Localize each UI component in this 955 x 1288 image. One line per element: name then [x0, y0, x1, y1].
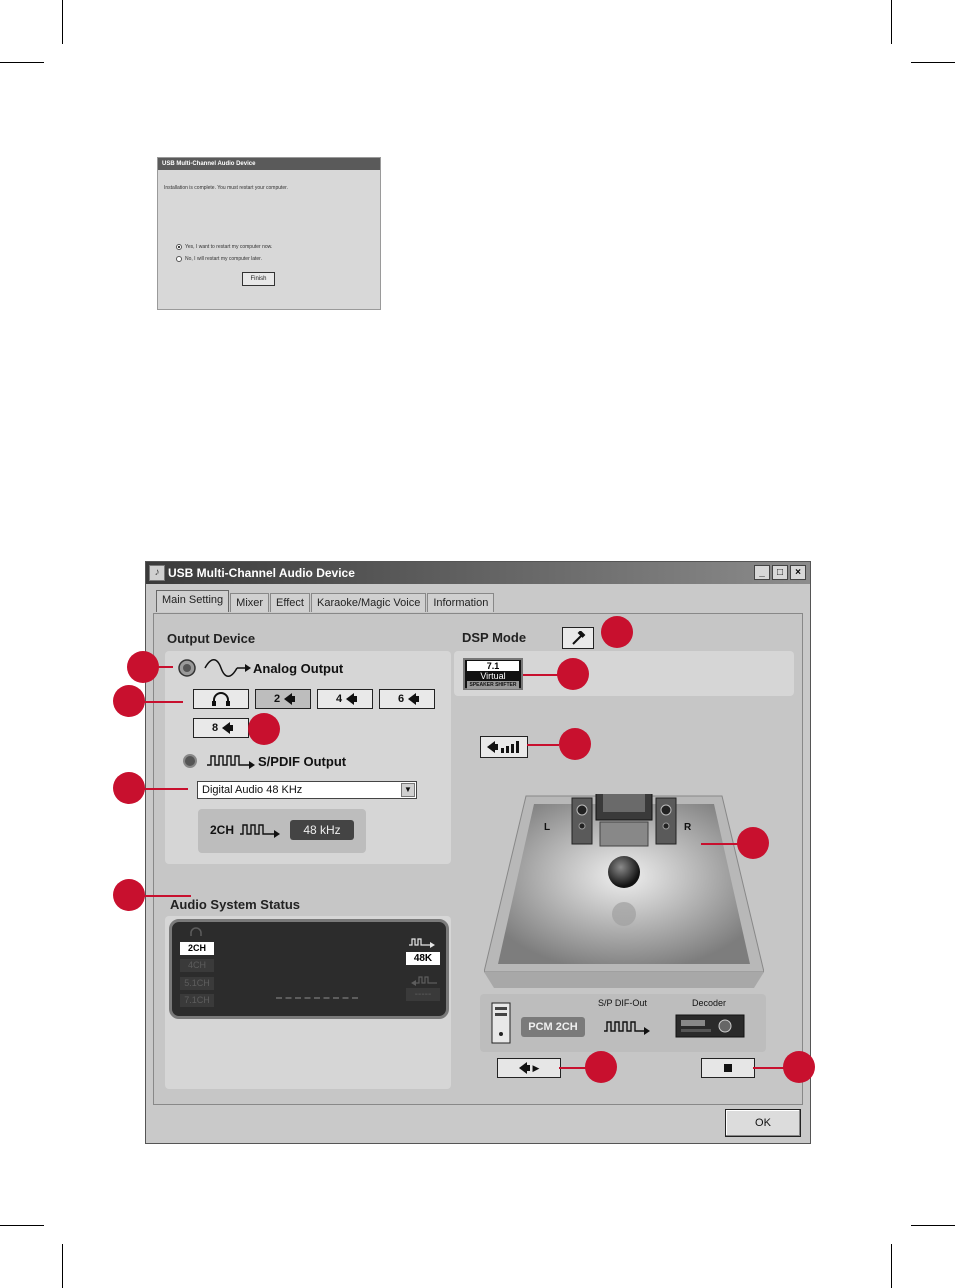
dsp-mode-heading: DSP Mode — [462, 630, 527, 645]
close-button[interactable]: × — [790, 565, 806, 580]
status-display — [169, 919, 449, 1019]
channel-8-label: 8 — [211, 722, 219, 734]
spdif-channel-label: 2CH — [210, 823, 235, 837]
crop-mark — [891, 0, 892, 44]
decoder-receiver-icon — [675, 1014, 745, 1038]
maximize-button[interactable]: □ — [772, 565, 788, 580]
tab-karaoke-magic-voice[interactable]: Karaoke/Magic Voice — [311, 593, 426, 612]
app-icon: ♪ — [149, 565, 165, 581]
volume-bars-icon — [499, 741, 521, 753]
spdif-rate-display: 48 kHz — [290, 820, 354, 840]
status-input-rate: ----- — [406, 988, 440, 1001]
virtual-speaker-shifter-button[interactable] — [463, 658, 523, 690]
ok-button[interactable]: OK — [725, 1109, 801, 1137]
callout-marker — [737, 827, 769, 859]
restart-now-option[interactable] — [176, 244, 272, 250]
callout-marker — [127, 651, 159, 683]
callout-line — [701, 843, 739, 845]
channel-8-button[interactable] — [193, 718, 249, 738]
speaker-small-icon — [284, 693, 292, 705]
restart-later-label: No, I will restart my computer later. — [185, 256, 262, 262]
crop-mark — [911, 1225, 955, 1226]
callout-marker — [601, 616, 633, 648]
speaker-small-icon — [222, 722, 230, 734]
spdif-info-box — [198, 809, 366, 853]
callout-marker — [113, 772, 145, 804]
callout-marker — [113, 879, 145, 911]
tab-bar — [156, 593, 495, 612]
output-device-heading: Output Device — [167, 631, 256, 646]
crop-mark — [0, 62, 44, 63]
callout-marker — [585, 1051, 617, 1083]
mini-dialog-title: USB Multi-Channel Audio Device — [158, 158, 380, 170]
dsp-settings-button[interactable] — [562, 627, 594, 649]
spdif-format-select[interactable] — [197, 781, 417, 799]
status-channel-2ch: 2CH — [180, 942, 214, 955]
virtual-mode-label: Virtual — [480, 671, 506, 681]
callout-line — [143, 895, 191, 897]
crop-mark — [911, 62, 955, 63]
tab-effect[interactable]: Effect — [270, 593, 310, 612]
status-channel-4ch: 4CH — [180, 959, 214, 972]
channel-4-label: 4 — [335, 693, 343, 705]
radio-selected-icon — [176, 244, 182, 250]
audio-status-box — [165, 916, 451, 1089]
callout-marker — [783, 1051, 815, 1083]
spdif-output-label: S/PDIF Output — [258, 754, 347, 769]
speaker-small-icon — [487, 741, 495, 753]
minimize-button[interactable]: _ — [754, 565, 770, 580]
speaker-small-icon — [519, 1062, 527, 1074]
window-title: USB Multi-Channel Audio Device — [168, 566, 355, 580]
pcm-format-display: PCM 2CH — [521, 1017, 585, 1037]
dsp-mode-box — [454, 651, 794, 696]
install-complete-dialog — [157, 157, 381, 310]
analog-wave-icon — [203, 659, 251, 677]
stop-button[interactable] — [701, 1058, 755, 1078]
headphone-button[interactable] — [193, 689, 249, 709]
speaker-small-icon — [408, 693, 416, 705]
left-channel-label: L — [544, 822, 551, 833]
callout-line — [157, 666, 173, 668]
crop-mark — [891, 1244, 892, 1288]
channel-6-label: 6 — [397, 693, 405, 705]
play-icon: ▶ — [532, 1062, 540, 1073]
digital-wave-icon — [205, 753, 259, 769]
callout-line — [527, 744, 559, 746]
channel-6-button[interactable] — [379, 689, 435, 709]
test-play-button[interactable] — [497, 1058, 561, 1078]
stop-icon — [724, 1064, 732, 1072]
mini-dialog-message: Installation is complete. You must restart your computer. — [164, 185, 288, 191]
tab-mixer[interactable]: Mixer — [230, 593, 269, 612]
volume-level-button[interactable] — [480, 736, 528, 758]
tab-information[interactable]: Information — [427, 593, 494, 612]
signal-chain-box — [480, 994, 766, 1052]
callout-line — [523, 674, 559, 676]
callout-line — [559, 1067, 587, 1069]
callout-line — [143, 701, 183, 703]
callout-marker — [559, 728, 591, 760]
callout-marker — [113, 685, 145, 717]
hammer-icon — [570, 631, 586, 645]
callout-marker — [248, 713, 280, 745]
digital-in-icon — [408, 974, 438, 986]
speaker-shifter-label: SPEAKER SHIFTER — [467, 681, 519, 689]
channel-2-button[interactable] — [255, 689, 311, 709]
headphone-icon — [211, 692, 231, 706]
digital-wave-icon — [602, 1019, 654, 1035]
callout-line — [143, 788, 188, 790]
tab-main-setting[interactable]: Main Setting — [156, 590, 229, 612]
speaker-stage[interactable] — [484, 794, 764, 994]
decoder-label: Decoder — [692, 998, 727, 1008]
callout-marker — [557, 658, 589, 690]
channel-2-label: 2 — [273, 693, 281, 705]
status-channel-7-1ch: 7.1CH — [180, 994, 214, 1007]
callout-line — [753, 1067, 785, 1069]
digital-wave-icon — [238, 822, 284, 838]
speaker-icon[interactable] — [177, 658, 197, 678]
crop-mark — [0, 1225, 44, 1226]
right-channel-label: R — [684, 822, 692, 833]
virtual-mode-number: 7.1 — [467, 661, 519, 671]
audio-device-window — [145, 561, 811, 1144]
radio-empty-icon — [176, 256, 182, 262]
computer-tower-icon — [490, 1002, 512, 1044]
restart-later-option[interactable] — [176, 256, 262, 262]
speaker-small-icon — [346, 693, 354, 705]
status-channel-5-1ch: 5.1CH — [180, 977, 214, 990]
spdif-format-value: Digital Audio 48 KHz — [202, 784, 303, 796]
headphone-icon — [189, 927, 203, 937]
finish-button[interactable]: Finish — [242, 272, 275, 286]
main-setting-panel — [153, 613, 803, 1105]
restart-now-label: Yes, I want to restart my computer now. — [185, 244, 273, 250]
window-titlebar — [146, 562, 810, 584]
spdif-connector-icon[interactable] — [183, 754, 197, 768]
analog-output-label: Analog Output — [253, 661, 344, 676]
audio-system-status-heading: Audio System Status — [170, 897, 301, 912]
chevron-down-icon[interactable]: ▼ — [401, 783, 415, 797]
crop-mark — [62, 0, 63, 44]
digital-out-icon — [408, 936, 438, 948]
output-device-box — [165, 651, 451, 864]
crop-mark — [62, 1244, 63, 1288]
channel-4-button[interactable] — [317, 689, 373, 709]
level-meter — [276, 997, 358, 999]
spdif-out-label: S/P DIF-Out — [598, 998, 647, 1008]
status-rate-display: 48K — [406, 952, 440, 965]
